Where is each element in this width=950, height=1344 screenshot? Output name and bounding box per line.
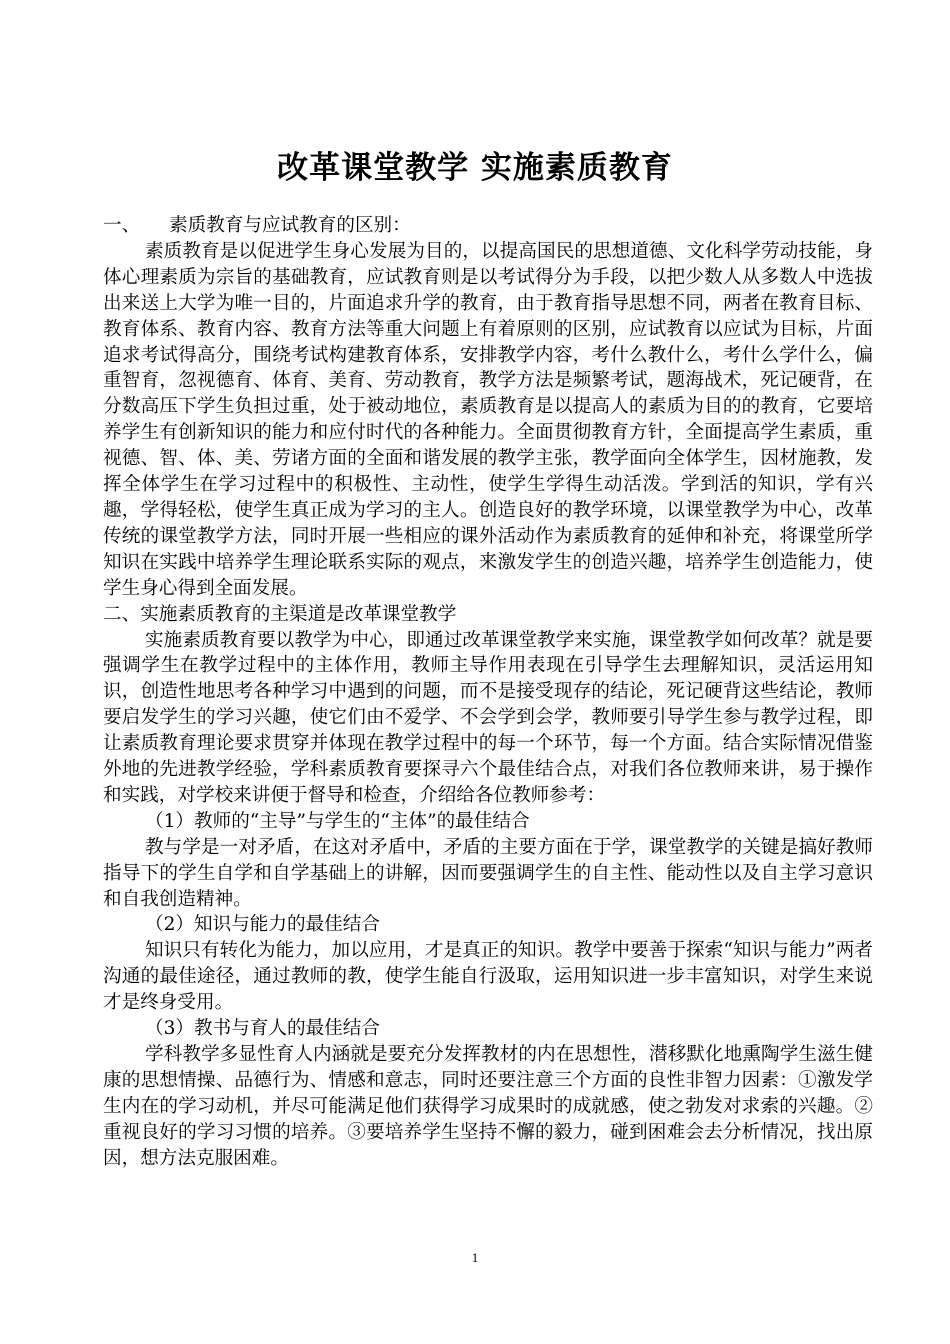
paragraph: 教与学是一对矛盾，在这对矛盾中，矛盾的主要方面在于学，课堂教学的关键是搞好教师指导下的学生自学和自学基础上的讲解，因而要强调学生的自主性、能动性以及自主学习意识和自我创造精神。	[103, 836, 873, 910]
paragraph: 知识只有转化为能力，加以应用，才是真正的知识。教学中要善于探索“知识与能力”两者沟通的最佳途径，通过教师的教，使学生能自行汲取，运用知识进一步丰富知识，对学生来说才是终身受用。	[103, 940, 873, 1014]
paragraph: （1）教师的“主导”与学生的“主体”的最佳结合	[145, 810, 530, 832]
paragraph: （2）知识与能力的最佳结合	[145, 914, 380, 936]
paragraph: 学科教学多显性育人内涵就是要充分发挥教材的内在思想性，潜移默化地熏陶学生滋生健康的思想情操、品德行为、情感和意志，同时还要注意三个方面的良性非智力因素：①激发学生内在的学习动机，并尽可能满足他们获得学习成果时的成就感，使之勃发对求索的兴趣。②重视良好的学习习惯的培养。③要培养学生坚持不懈的毅力，碰到困难会去分析情况，找出原因，想方法克服困难。	[103, 1044, 873, 1169]
section-heading: 二、实施素质教育的主渠道是改革课堂教学	[103, 603, 457, 625]
paragraph: 实施素质教育要以教学为中心，即通过改革课堂教学来实施，课堂教学如何改革？就是要强调学生在教学过程中的主体作用，教师主导作用表现在引导学生去理解知识，灵活运用知识，创造性地思考各种学习中遇到的问题，而不是接受现存的结论，死记硬背这些结论，教师要启发学生的学习兴趣，使它们由不爱学、不会学到会学，教师要引导学生参与教学过程，即让素质教育理论要求贯穿并体现在教学过程中的每一个环节，每一个方面。结合实际情况借鉴外地的先进教学经验，学科素质教育要探寻六个最佳结合点，对我们各位教师来讲，易于操作和实践，对学校来讲便于督导和检查，介绍给各位教师参考：	[103, 629, 873, 806]
section-number: 一、	[103, 215, 141, 236]
section-heading-text: 素质教育与应试教育的区别：	[169, 215, 411, 236]
paragraph: （3）教书与育人的最佳结合	[145, 1018, 380, 1040]
paragraph: 素质教育是以促进学生身心发展为目的，以提高国民的思想道德、文化科学劳动技能，身体心理素质为宗旨的基础教育，应试教育则是以考试得分为手段，以把少数人从多数人中选拔出来送上大学为唯一目的，片面追求升学的教育，由于教育指导思想不同，两者在教育目标、教育体系、教育内容、教育方法等重大问题上有着原则的区别，应试教育以应试为目标，片面追求考试得高分，围绕考试构建教育体系，安排教学内容，考什么教什么，考什么学什么，偏重智育，忽视德育、体育、美育、劳动教育，教学方法是频繁考试，题海战术，死记硬背，在分数高压下学生负担过重，处于被动地位，素质教育是以提高人的素质为目的的教育，它要培养学生有创新知识的能力和应付时代的各种能力。全面贯彻教育方针，全面提高学生素质，重视德、智、体、美、劳诸方面的全面和谐发展的教学主张，教学面向全体学生，因材施教，发挥全体学生在学习过程中的积极性、主动性，使学生学得生动活泼。学到活的知识，学有兴趣，学得轻松，使学生真正成为学习的主人。创造良好的教学环境，以课堂教学为中心，改革传统的课堂教学方法，同时开展一些相应的课外活动作为素质教育的延伸和补充，将课堂所学知识在实践中培养学生理论联系实际的观点，来激发学生的创造兴趣，培养学生创造能力，使学生身心得到全面发展。	[103, 240, 873, 599]
document-title: 改革课堂教学 实施素质教育	[277, 150, 673, 186]
document-body	[103, 213, 873, 1172]
page-number: 1	[471, 1250, 479, 1265]
section-heading	[103, 213, 873, 239]
